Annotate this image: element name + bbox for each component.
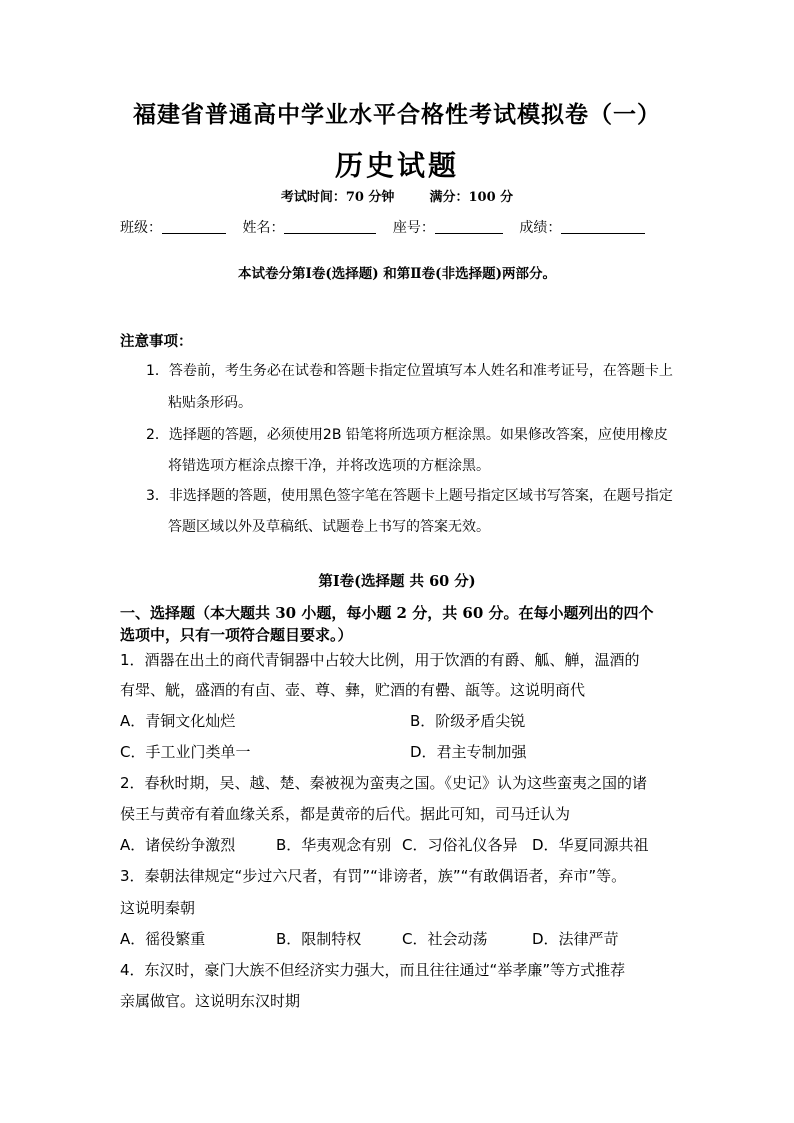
grade-field[interactable] xyxy=(561,219,645,234)
class-label: 班级： xyxy=(120,220,162,236)
name-label: 姓名： xyxy=(242,220,285,236)
question-2-option-d[interactable]: D．华夏同源共祖 xyxy=(532,836,649,854)
seat-label: 座号： xyxy=(392,220,435,236)
notice-item-2: 2．选择题的答题，必须使用2B 铅笔将所选项方框涂黑。如果修改答案，应使用橡皮 xyxy=(146,427,668,443)
question-2-option-a[interactable]: A．诸侯纷争激烈 xyxy=(120,836,236,854)
question-1-option-c[interactable]: C．手工业门类单一 xyxy=(120,743,251,761)
exam-full-score: 满分：100 分 xyxy=(429,190,514,205)
question-1-option-a[interactable]: A．青铜文化灿烂 xyxy=(120,712,236,730)
grade-label: 成绩： xyxy=(519,220,562,236)
question-3-option-d[interactable]: D．法律严苛 xyxy=(532,930,619,948)
question-2-option-c[interactable]: C．习俗礼仪各异 xyxy=(402,836,518,854)
parts-note: 本试卷分第Ⅰ卷(选择题) 和第Ⅱ卷(非选择题)两部分。 xyxy=(238,266,556,282)
question-1-option-b[interactable]: B．阶级矛盾尖锐 xyxy=(410,712,526,730)
section-instruction: 一、选择题（本大题共 30 小题，每小题 2 分，共 60 分。在每小题列出的四个 xyxy=(120,604,654,622)
subject-title: 历史试题 xyxy=(334,149,459,182)
question-3-stem-cont: 这说明秦朝 xyxy=(120,899,196,917)
class-field[interactable] xyxy=(162,219,226,234)
question-3-option-a[interactable]: A．徭役繁重 xyxy=(120,930,206,948)
question-3-option-c[interactable]: C．社会动荡 xyxy=(402,930,488,948)
notice-heading: 注意事项： xyxy=(120,333,193,350)
question-3-stem: 3．秦朝法律规定“步过六尺者，有罚”“诽谤者，族”“有敢偶语者，弃市”等。 xyxy=(120,867,627,885)
exam-title: 福建省普通高中学业水平合格性考试模拟卷（一） xyxy=(133,101,661,128)
exam-meta xyxy=(0,186,794,205)
notice-item-2-cont: 将错选项方框涂点擦干净，并将改选项的方框涂黑。 xyxy=(168,458,490,474)
question-1-option-d[interactable]: D．君主专制加强 xyxy=(410,743,527,761)
section-instruction-cont: 选项中，只有一项符合题目要求。） xyxy=(120,626,353,644)
section-heading: 第Ⅰ卷(选择题 共 60 分) xyxy=(318,573,476,590)
question-2-stem-cont: 侯王与黄帝有着血缘关系，都是黄帝的后代。据此可知，司马迁认为 xyxy=(120,805,571,823)
notice-item-1-cont: 粘贴条形码。 xyxy=(168,395,252,411)
notice-item-1: 1．答卷前，考生务必在试卷和答题卡指定位置填写本人姓名和准考证号，在答题卡上 xyxy=(146,363,673,379)
seat-field[interactable] xyxy=(435,219,503,234)
question-2-option-b[interactable]: B．华夷观念有别 xyxy=(276,836,392,854)
question-1-stem: 1．酒器在出土的商代青铜器中占较大比例，用于饮酒的有爵、觚、觯，温酒的 xyxy=(120,651,640,669)
exam-time: 考试时间：70 分钟 xyxy=(280,190,395,205)
name-field[interactable] xyxy=(284,219,376,234)
notice-item-3: 3．非选择题的答题，使用黑色签字笔在答题卡上题号指定区域书写答案，在题号指定 xyxy=(146,488,673,504)
question-4-stem: 4．东汉时，豪门大族不但经济实力强大，而且往往通过“举孝廉”等方式推荐 xyxy=(120,961,626,979)
notice-item-3-cont: 答题区域以外及草稿纸、试题卷上书写的答案无效。 xyxy=(168,519,490,535)
question-4-stem-cont: 亲属做官。这说明东汉时期 xyxy=(120,992,301,1010)
question-2-stem: 2．春秋时期，吴、越、楚、秦被视为蛮夷之国。《史记》认为这些蛮夷之国的诸 xyxy=(120,774,648,792)
question-1-stem-cont: 有斝、觥，盛酒的有卣、壶、尊、彝，贮酒的有罍、瓿等。这说明商代 xyxy=(120,681,586,699)
question-3-option-b[interactable]: B．限制特权 xyxy=(276,930,362,948)
student-info-row xyxy=(120,217,657,237)
